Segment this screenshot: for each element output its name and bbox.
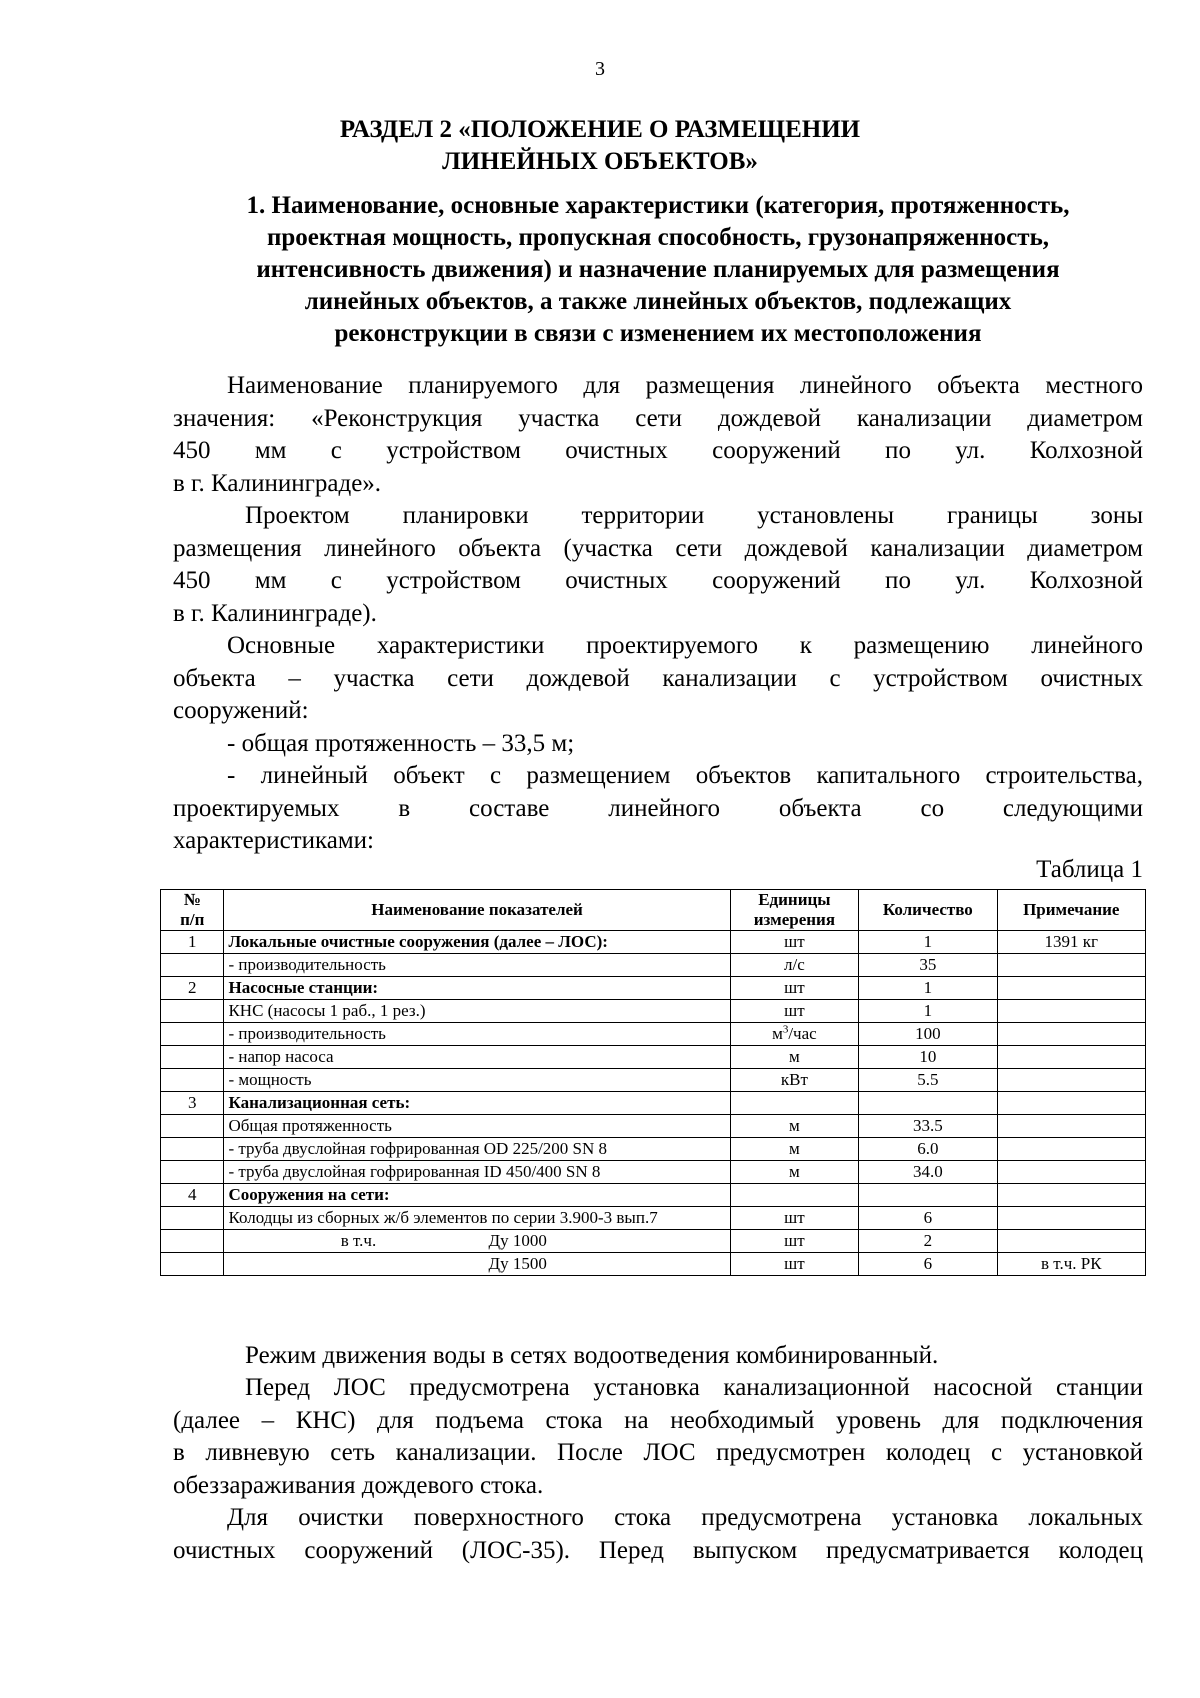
cell-note bbox=[997, 1069, 1145, 1092]
cell-qty: 1 bbox=[859, 1000, 997, 1023]
cell-qty bbox=[859, 1184, 997, 1207]
cell-note bbox=[997, 1184, 1145, 1207]
cell-qty: 35 bbox=[859, 954, 997, 977]
cell-num: 4 bbox=[161, 1184, 224, 1207]
table-header-row bbox=[161, 890, 1146, 931]
text-line: в г. Калининграде). bbox=[173, 599, 377, 627]
subsection-title bbox=[178, 190, 1138, 350]
cell-unit: м bbox=[730, 1115, 858, 1138]
cell-name: КНС (насосы 1 раб., 1 рез.) bbox=[224, 1000, 730, 1023]
text-line: значения: «Реконструкция участка сети дождевой канализации диаметром bbox=[173, 404, 1143, 432]
text-line: Основные характеристики проектируемого к размещению линейного bbox=[227, 632, 1143, 659]
paragraph-main-characteristics bbox=[173, 630, 1143, 728]
cell-qty: 6.0 bbox=[859, 1138, 997, 1161]
section-title-line2: ЛИНЕЙНЫХ ОБЪЕКТОВ» bbox=[442, 148, 758, 175]
cell-qty: 34.0 bbox=[859, 1161, 997, 1184]
table-row bbox=[161, 1207, 1146, 1230]
cell-unit: шт bbox=[730, 1230, 858, 1253]
cell-unit: шт bbox=[730, 931, 858, 954]
text-line: 450 мм с устройством очистных сооружений по ул. Колхозной bbox=[173, 567, 1143, 594]
cell-num: 1 bbox=[161, 931, 224, 954]
cell-unit: л/с bbox=[730, 954, 858, 977]
cell-note: в т.ч. РК bbox=[997, 1253, 1145, 1276]
cell-qty: 1 bbox=[859, 931, 997, 954]
section-title bbox=[0, 114, 1200, 178]
cell-unit: шт bbox=[730, 1000, 858, 1023]
cell-num bbox=[161, 1046, 224, 1069]
text-line: Перед ЛОС предусмотрена установка канализационной насосной станции bbox=[245, 1374, 1143, 1401]
cell-note bbox=[997, 1207, 1145, 1230]
table-row bbox=[161, 954, 1146, 977]
cell-qty: 1 bbox=[859, 977, 997, 1000]
text-line: размещения линейного объекта (участка сети дождевой канализации диаметром bbox=[173, 534, 1143, 562]
table-row bbox=[161, 1253, 1146, 1276]
cell-name: Общая протяженность bbox=[224, 1115, 730, 1138]
cell-name: - производительность bbox=[224, 1023, 730, 1046]
text-line: очистных сооружений (ЛОС-35). Перед выпуском предусматривается колодец bbox=[173, 1536, 1143, 1564]
text-line: - линейный объект с размещением объектов капитального строительства, bbox=[227, 762, 1143, 789]
cell-qty: 10 bbox=[859, 1046, 997, 1069]
paragraph-pump-station bbox=[173, 1372, 1143, 1502]
section-title-line1: РАЗДЕЛ 2 «ПОЛОЖЕНИЕ О РАЗМЕЩЕНИИ bbox=[339, 116, 861, 143]
text-line: Наименование планируемого для размещения линейного объекта местного bbox=[227, 372, 1143, 399]
cell-qty: 33.5 bbox=[859, 1115, 997, 1138]
paragraph-linear-object bbox=[173, 760, 1143, 858]
table-row bbox=[161, 931, 1146, 954]
cell-qty bbox=[859, 1092, 997, 1115]
cell-num bbox=[161, 1161, 224, 1184]
header-name: Наименование показателей bbox=[224, 890, 730, 931]
paragraph-water-mode bbox=[173, 1340, 1143, 1373]
cell-name: Канализационная сеть: bbox=[224, 1092, 730, 1115]
cell-unit: кВт bbox=[730, 1069, 858, 1092]
table-row bbox=[161, 1161, 1146, 1184]
cell-num bbox=[161, 954, 224, 977]
text-line: Проектом планировки территории установлены границы зоны bbox=[245, 502, 1143, 529]
text-line: (далее – КНС) для подъема стока на необходимый уровень для подключения bbox=[173, 1406, 1143, 1434]
paragraph-zone-boundaries bbox=[173, 500, 1143, 630]
subsection-title-line5: реконструкции в связи с изменением их местоположения bbox=[334, 320, 982, 347]
cell-name: Насосные станции: bbox=[224, 977, 730, 1000]
cell-num bbox=[161, 1253, 224, 1276]
cell-unit: шт bbox=[730, 977, 858, 1000]
cell-note bbox=[997, 1230, 1145, 1253]
table-row bbox=[161, 1230, 1146, 1253]
text-line: сооружений: bbox=[173, 697, 309, 724]
cell-unit: шт bbox=[730, 1207, 858, 1230]
cell-num bbox=[161, 1230, 224, 1253]
cell-note bbox=[997, 1138, 1145, 1161]
cell-unit: м bbox=[730, 1138, 858, 1161]
table-row bbox=[161, 1092, 1146, 1115]
subsection-title-line2: проектная мощность, пропускная способность, грузонапряженность, bbox=[266, 224, 1050, 251]
cell-name: - труба двуслойная гофрированная OD 225/200 SN 8 bbox=[224, 1138, 730, 1161]
cell-name: - труба двуслойная гофрированная ID 450/400 SN 8 bbox=[224, 1161, 730, 1184]
table-row bbox=[161, 1023, 1146, 1046]
text-line: объекта – участка сети дождевой канализации с устройством очистных bbox=[173, 664, 1143, 692]
cell-num: 3 bbox=[161, 1092, 224, 1115]
text-line: Для очистки поверхностного стока предусмотрена установка локальных bbox=[227, 1504, 1143, 1531]
table-row bbox=[161, 1184, 1146, 1207]
table-row bbox=[161, 1115, 1146, 1138]
cell-qty: 6 bbox=[859, 1207, 997, 1230]
subsection-title-line1: 1. Наименование, основные характеристики (категория, протяженность, bbox=[246, 192, 1070, 219]
cell-note bbox=[997, 1092, 1145, 1115]
table-row bbox=[161, 1046, 1146, 1069]
table-row bbox=[161, 1000, 1146, 1023]
text-line: характеристиками: bbox=[173, 827, 374, 854]
cell-num bbox=[161, 1069, 224, 1092]
cell-note bbox=[997, 1115, 1145, 1138]
table-row bbox=[161, 1069, 1146, 1092]
text-line: 450 мм с устройством очистных сооружений по ул. Колхозной bbox=[173, 437, 1143, 464]
subsection-title-line3: интенсивность движения) и назначение планируемых для размещения bbox=[256, 256, 1060, 283]
cell-unit: $м^3$/час bbox=[730, 1023, 858, 1046]
text-line: обеззараживания дождевого стока. bbox=[173, 1471, 544, 1499]
cell-qty: 100 bbox=[859, 1023, 997, 1046]
cell-name-value: Ду 1000 bbox=[488, 1231, 547, 1250]
cell-num: 2 bbox=[161, 977, 224, 1000]
text-line: Режим движения воды в сетях водоотведения комбинированный. bbox=[245, 1342, 939, 1369]
cell-unit bbox=[730, 1184, 858, 1207]
cell-num bbox=[161, 1207, 224, 1230]
cell-qty: 6 bbox=[859, 1253, 997, 1276]
cell-note: 1391 кг bbox=[997, 931, 1145, 954]
header-unit: Единицы измерения bbox=[730, 890, 858, 931]
cell-name: Сооружения на сети: bbox=[224, 1184, 730, 1207]
paragraph-object-name bbox=[173, 370, 1143, 500]
cell-note bbox=[997, 977, 1145, 1000]
cell-qty: 5.5 bbox=[859, 1069, 997, 1092]
header-note: Примечание bbox=[997, 890, 1145, 931]
paragraph-surface-runoff bbox=[173, 1502, 1143, 1567]
cell-unit: шт bbox=[730, 1253, 858, 1276]
cell-unit bbox=[730, 1092, 858, 1115]
cell-note bbox=[997, 1000, 1145, 1023]
cell-note bbox=[997, 1046, 1145, 1069]
paragraph-total-length bbox=[173, 728, 1143, 761]
cell-name-prefix: в т.ч. bbox=[340, 1231, 377, 1250]
cell-unit: м bbox=[730, 1046, 858, 1069]
cell-note bbox=[997, 1023, 1145, 1046]
cell-name: Ду 1500 bbox=[224, 1253, 730, 1276]
cell-name: Колодцы из сборных ж/б элементов по серии 3.900-3 вып.7 bbox=[224, 1207, 730, 1230]
cell-name: Локальные очистные сооружения (далее – ЛОС): bbox=[224, 931, 730, 954]
cell-name: - производительность bbox=[224, 954, 730, 977]
text-line: - общая протяженность – 33,5 м; bbox=[227, 730, 575, 757]
cell-name: - напор насоса bbox=[224, 1046, 730, 1069]
text-line: проектируемых в составе линейного объекта со следующими bbox=[173, 794, 1143, 822]
page-number: 3 bbox=[595, 58, 605, 80]
cell-num bbox=[161, 1115, 224, 1138]
cell-qty: 2 bbox=[859, 1230, 997, 1253]
cell-num bbox=[161, 1000, 224, 1023]
table-row bbox=[161, 977, 1146, 1000]
text-line: в г. Калининграде». bbox=[173, 469, 382, 497]
cell-unit: м bbox=[730, 1161, 858, 1184]
header-qty: Количество bbox=[859, 890, 997, 931]
cell-num bbox=[161, 1138, 224, 1161]
characteristics-table bbox=[160, 889, 1146, 1276]
text-line: в ливневую сеть канализации. После ЛОС предусмотрен колодец с установкой bbox=[173, 1439, 1143, 1466]
header-num: № п/п bbox=[161, 890, 224, 931]
cell-note bbox=[997, 954, 1145, 977]
cell-name bbox=[224, 1230, 730, 1253]
table-caption: Таблица 1 bbox=[1036, 856, 1143, 883]
cell-name: - мощность bbox=[224, 1069, 730, 1092]
cell-num bbox=[161, 1023, 224, 1046]
table-row bbox=[161, 1138, 1146, 1161]
cell-note bbox=[997, 1161, 1145, 1184]
subsection-title-line4: линейных объектов, а также линейных объектов, подлежащих bbox=[304, 288, 1012, 315]
